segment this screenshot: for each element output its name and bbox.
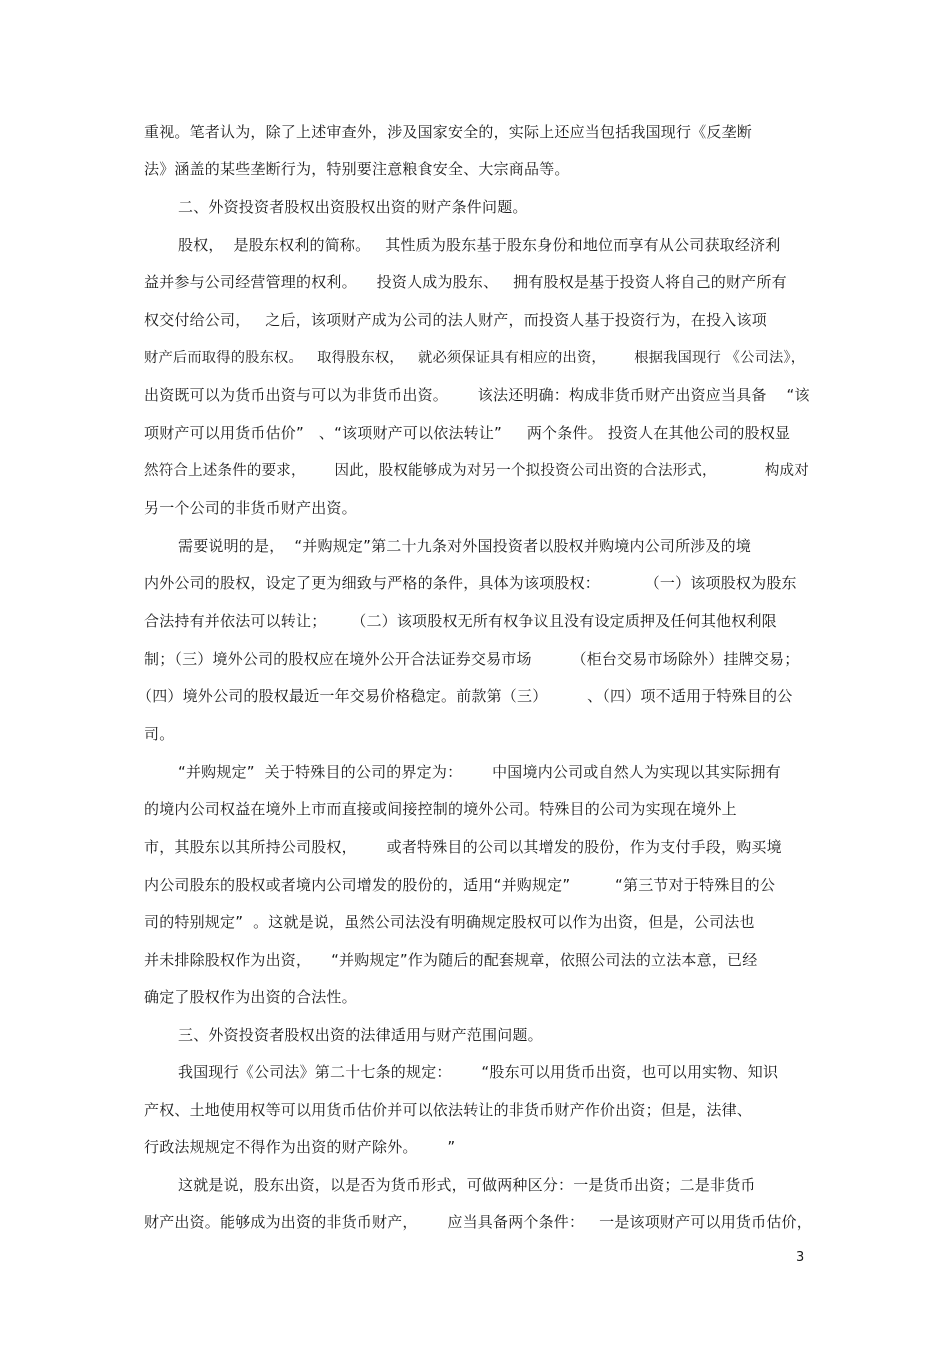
text-line: 然符合上述条件的要求， 因此，股权能够成为对另一个拟投资公司出资的合法形式， 构成对 [144,463,809,479]
text-line: 产权、土地使用权等可以用货币估价并可以依法转让的非货币财产作价出资；但是，法律、 [144,1101,753,1119]
text-line: 出资既可以为货币出资与可以为非货币出资。 该法还明确：构成非货币财产出资应当具备 “该 [144,386,810,404]
text-line: 司。 [144,725,175,743]
text-line: 合法持有并依法可以转让； （二）该项股权无所有权争议且没有设定质押及任何其他权利限 [144,612,777,630]
text-line: 制；（三）境外公司的股权应在境外公开合法证券交易市场 （柜台交易市场除外）挂牌交易； [144,650,800,668]
text-line: 财产后而取得的股东权。 取得股东权， 就必须保证具有相应的出资， 根据我国现行 《公司法》， [144,350,806,366]
section-heading: 二、外资投资者股权出资股权出资的财产条件问题。 [178,198,528,216]
text-line: 内外公司的股权，设定了更为细致与严格的条件，具体为该项股权： （一）该项股权为股东 [144,574,797,592]
page-number: 3 [796,1250,805,1265]
text-line: 重视。笔者认为，除了上述审查外，涉及国家安全的，实际上还应当包括我国现行《反垄断 [144,123,753,141]
text-line: 的境内公司权益在境外上市而直接或间接控制的境外公司。特殊目的公司为实现在境外上 [144,800,737,818]
text-line: 这就是说，股东出资，以是否为货币形式，可做两种区分：一是货币出资；二是非货币 [178,1176,756,1194]
text-line: 权交付给公司， 之后，该项财产成为公司的法人财产，而投资人基于投资行为，在投入该项 [144,311,767,329]
text-line: 并未排除股权作为出资， “并购规定”作为随后的配套规章，依照公司法的立法本意，已经 [144,951,758,969]
text-line: 另一个公司的非货币财产出资。 [144,499,357,517]
text-line: 财产出资。能够成为出资的非货币财产， 应当具备两个条件： 一是该项财产可以用货币估价， [144,1213,812,1231]
text-line: 市，其股东以其所持公司股权， 或者特殊目的公司以其增发的股份，作为支付手段，购买境 [144,838,782,856]
text-line: 我国现行《公司法》第二十七条的规定： “股东可以用货币出资，也可以用实物、知识 [178,1063,779,1081]
text-line: 需要说明的是， “并购规定”第二十九条对外国投资者以股权并购境内公司所涉及的境 [178,537,752,555]
text-line: “并购规定” 关于特殊目的公司的界定为： 中国境内公司或自然人为实现以其实际拥有 [178,763,781,781]
text-line: 法》涵盖的某些垄断行为，特别要注意粮食安全、大宗商品等。 [144,160,570,178]
text-line: 益并参与公司经营管理的权利。 投资人成为股东、 拥有股权是基于投资人将自己的财产所有 [144,273,787,291]
text-line: 行政法规规定不得作为出资的财产除外。 ” [144,1138,456,1156]
text-line: 股权， 是股东权利的简称。 其性质为股东基于股东身份和地位而享有从公司获取经济利 [178,236,781,254]
text-line: （四）境外公司的股权最近一年交易价格稳定。前款第（三） 、（四）项不适用于特殊目的公 [137,687,793,705]
text-line: 项财产可以用货币估价” 、“该项财产可以依法转让” 两个条件。 投资人在其他公司的股权显 [144,424,791,442]
text-line: 内公司股东的股权或者境内公司增发的股份的，适用“并购规定” “第三节对于特殊目的公 [144,876,776,894]
section-heading: 三、外资投资者股权出资的法律适用与财产范围问题。 [178,1026,543,1044]
text-line: 确定了股权作为出资的合法性。 [144,988,357,1006]
text-line: 司的特别规定” 。这就是说，虽然公司法没有明确规定股权可以作为出资，但是，公司法也 [144,913,755,931]
